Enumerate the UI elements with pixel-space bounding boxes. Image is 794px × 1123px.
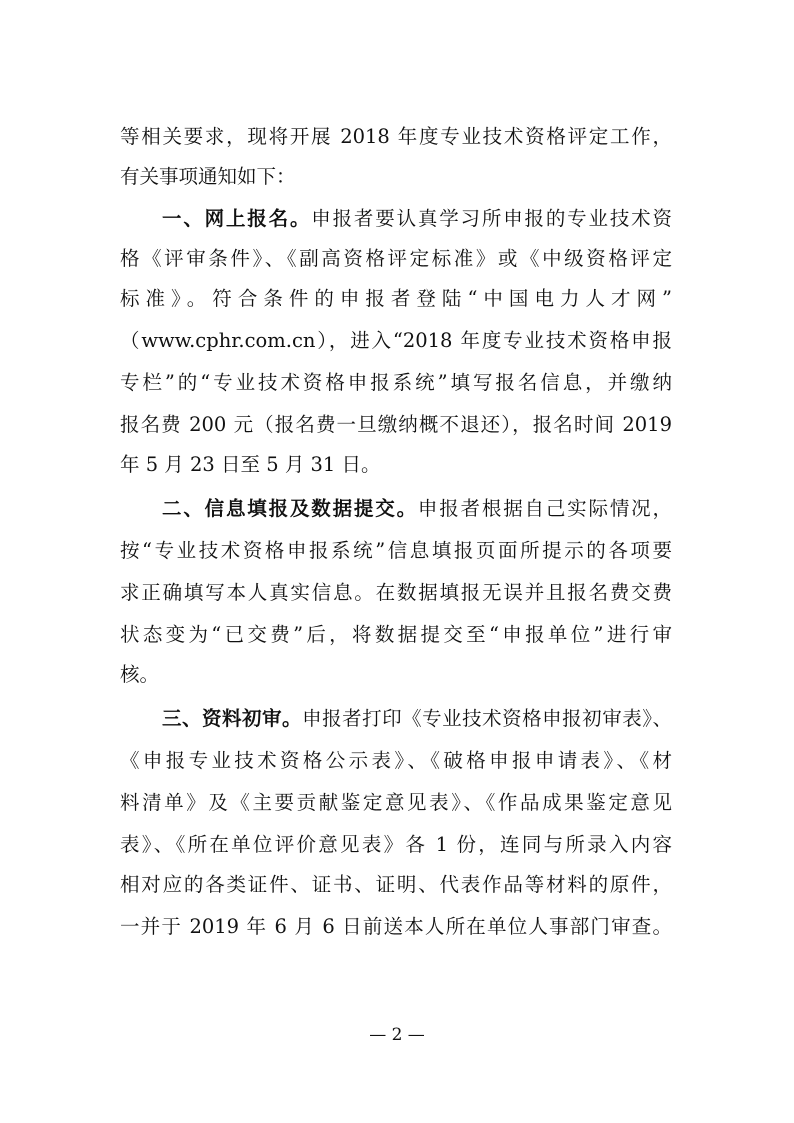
section-1-heading: 一、网上报名。: [162, 207, 312, 230]
body-text-line: 等相关要求，现将开展 2018 年度专业技术资格评定工作，: [120, 125, 672, 148]
body-text-line: 有关事项通知如下：: [120, 165, 296, 188]
section-2-text: 申报者根据自己实际情况，: [417, 497, 672, 520]
body-text-line: 《申报专业技术资格公示表》、《破格申报申请表》、《材: [120, 749, 672, 772]
section-2-first-line: [162, 490, 672, 528]
section-3-first-line: [162, 700, 672, 738]
body-text-line: 按“专业技术资格申报系统”信息填报页面所提示的各项要: [120, 539, 672, 562]
body-text-line: （www.cphr.com.cn），进入“2018 年度专业技术资格申报: [120, 329, 672, 352]
body-text-line: 报名费 200 元（报名费一旦缴纳概不退还），报名时间 2019: [120, 413, 672, 436]
body-text-line: 格《评审条件》、《副高资格评定标准》或《中级资格评定: [120, 247, 672, 270]
body-text-line: 核。: [120, 663, 160, 686]
body-text-line: 料清单》及《主要贡献鉴定意见表》、《作品成果鉴定意见: [120, 791, 672, 814]
body-text-line: 求正确填写本人真实信息。在数据填报无误并且报名费交费: [120, 581, 672, 604]
body-text-line: 标准》。符合条件的申报者登陆“中国电力人才网”: [120, 287, 672, 310]
page-number: — 2 —: [369, 1025, 425, 1045]
section-3-heading: 三、资料初审。: [162, 707, 303, 730]
section-1-first-line: [162, 200, 672, 238]
section-3-text: 申报者打印《专业技术资格申报初审表》、: [302, 707, 672, 730]
body-text-line: 状态变为“已交费”后，将数据提交至“申报单位”进行审: [120, 623, 672, 646]
body-text-line: 年 5 月 23 日至 5 月 31 日。: [120, 453, 381, 476]
section-1-text: 申报者要认真学习所申报的专业技术资: [311, 207, 672, 230]
body-text-line: 专栏”的“专业技术资格申报系统”填写报名信息，并缴纳: [120, 371, 672, 394]
body-text-line: 表》、《所在单位评价意见表》各 1 份，连同与所录入内容: [120, 833, 672, 856]
body-text-line: 相对应的各类证件、证书、证明、代表作品等材料的原件，: [120, 873, 672, 896]
body-text-line: 一并于 2019 年 6 月 6 日前送本人所在单位人事部门审查。: [120, 915, 672, 938]
section-2-heading: 二、信息填报及数据提交。: [162, 497, 418, 520]
